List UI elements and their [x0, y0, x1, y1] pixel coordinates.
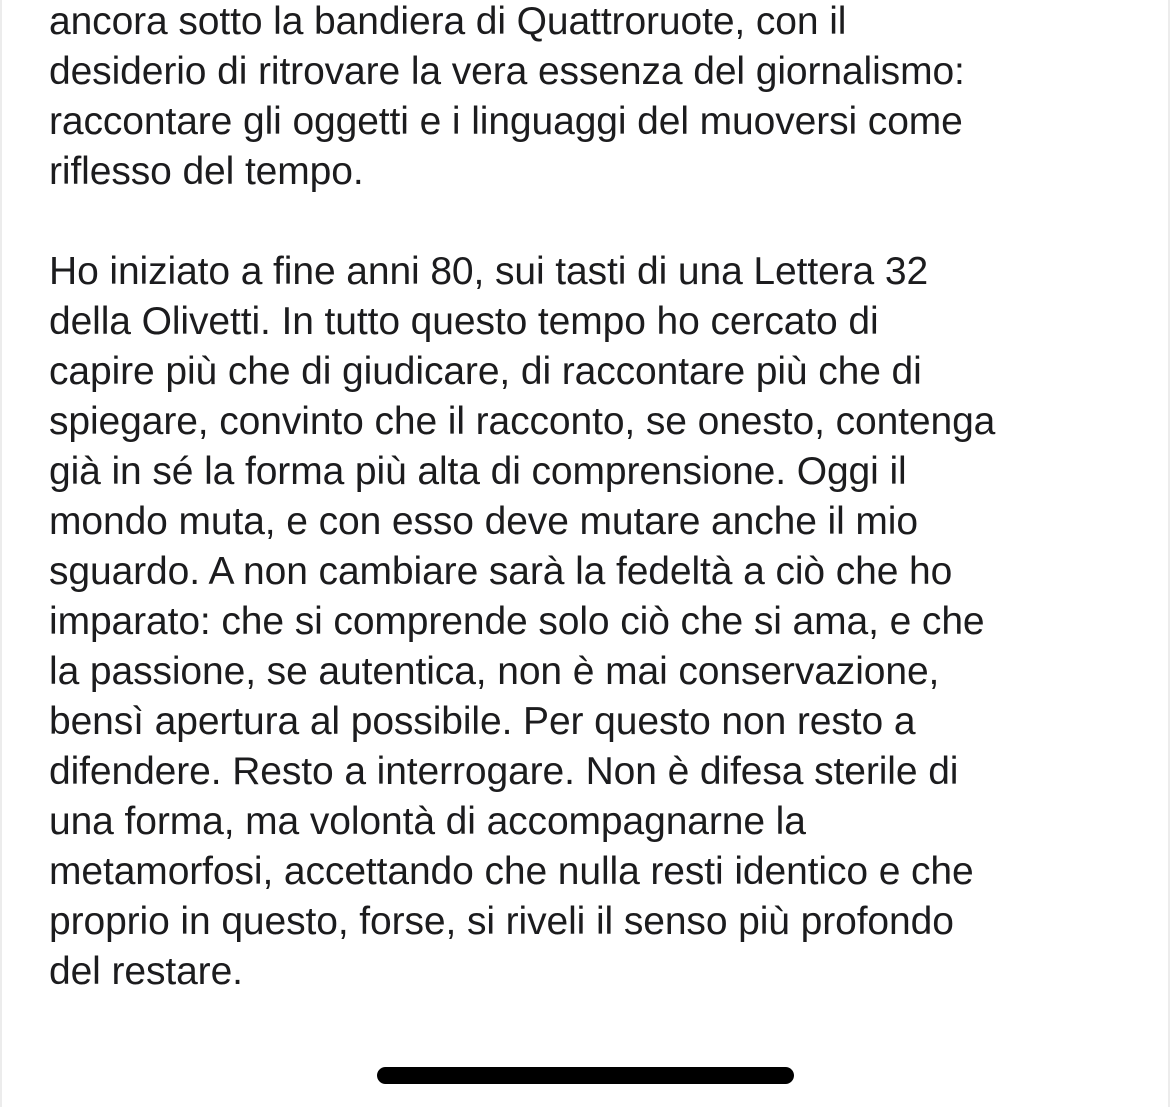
- paragraph-quattroruote: ancora sotto la bandiera di Quattroruote, con il desiderio di ritrovare la vera essenza del giornalismo: raccontare gli oggetti e i linguaggi del muoversi come riflesso del tempo.: [49, 0, 965, 193]
- post-body-text: [49, 0, 1139, 997]
- home-indicator[interactable]: [377, 1067, 794, 1084]
- paragraph-olivetti: Ho iniziato a fine anni 80, sui tasti di una Lettera 32 della Olivetti. In tutto questo tempo ho cercato di capire più che di giudicare, di raccontare più che di spiegare, convinto che il racconto, se onesto, contenga già in sé la forma più alta di comprensione. Oggi il mondo muta, e con esso deve mutare anche il mio sguardo. A non cambiare sarà la fedeltà a ciò che ho imparato: che si comprende solo ciò che si ama, e che la passione, se autentica, non è mai conservazione, bensì apertura al possibile. Per questo non resto a difendere. Resto a interrogare. Non è difesa sterile di una forma, ma volontà di accompagnarne la metamorfosi, accettando che nulla resti identico e che proprio in questo, forse, si riveli il senso più profondo del restare.: [49, 250, 996, 993]
- left-edge-divider: [0, 0, 2, 1107]
